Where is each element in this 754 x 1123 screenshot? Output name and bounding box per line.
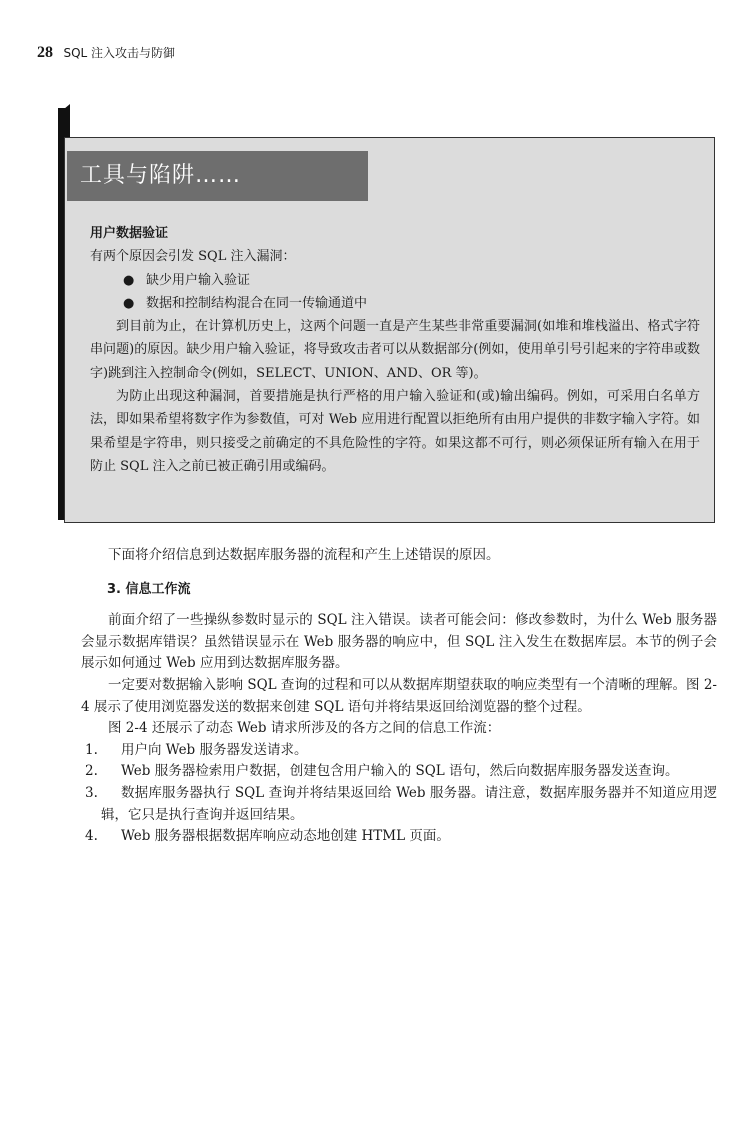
list-item: 2. Web 服务器检索用户数据，创建包含用户输入的 SQL 语句，然后向数据库服务器发送查询。: [85, 763, 679, 780]
box-heading: 用户数据验证: [90, 226, 169, 241]
main-intro: 下面将介绍信息到达数据库服务器的流程和产生上述错误的原因。: [108, 547, 500, 563]
bullet-icon: ●: [123, 295, 135, 311]
box-paragraph-2: 为防止出现这种漏洞，首要措施是执行严格的用户输入验证和(或)输出编码。例如，可采用白名单方法，即如果希望将数字作为参数值，可对 Web 应用进行配置以拒绝所有由用户提供的非数字输入字符。如果希望是字符串，则只接受之前确定的不具危险性的字符。如果这都不可行，则必须保证所有输入在用于防止 SQL 注入之前已被正确引用或编码。: [90, 389, 700, 474]
page-number: 28: [37, 44, 53, 61]
main-text: [81, 545, 717, 848]
bullet-icon: ●: [123, 272, 135, 288]
main-paragraph-3: 图 2-4 还展示了动态 Web 请求所涉及的各方之间的信息工作流：: [108, 720, 501, 737]
list-item: 3. 数据库服务器执行 SQL 查询并将结果返回给 Web 服务器。请注意，数据库服务器并不知道应用逻辑，它只是执行查询并返回结果。: [85, 784, 717, 823]
box-content: [90, 222, 700, 478]
section-title: 3. 信息工作流: [107, 581, 191, 597]
box-bullet-1: ● 缺少用户输入验证: [90, 269, 700, 292]
main-paragraph-2: 一定要对数据输入影响 SQL 查询的过程和可以从数据库期望获取的响应类型有一个清晰的理解。图 2-4 展示了使用浏览器发送的数据来创建 SQL 语句并将结果返回给浏览器的整个过程。: [81, 676, 717, 715]
main-paragraph-1: 前面介绍了一些操纵参数时显示的 SQL 注入错误。读者可能会问：修改参数时，为什么 Web 服务器会显示数据库错误？虽然错误显示在 Web 服务器的响应中，但 SQL 注入发生在数据库层。本节的例子会展示如何通过 Web 应用到达数据库服务器。: [81, 612, 717, 672]
list-item: 1. 用户向 Web 服务器发送请求。: [85, 741, 308, 758]
box-banner: 工具与陷阱……: [67, 151, 368, 201]
list-item: 4. Web 服务器根据数据库响应动态地创建 HTML 页面。: [85, 828, 450, 845]
running-title: SQL 注入攻击与防御: [63, 46, 176, 60]
page-header: [37, 44, 175, 62]
box-bullet-2: ● 数据和控制结构混合在同一传输通道中: [90, 292, 700, 315]
box-intro: 有两个原因会引发 SQL 注入漏洞：: [90, 249, 296, 265]
box-paragraph-1: 到目前为止，在计算机历史上，这两个问题一直是产生某些非常重要漏洞(如堆和堆栈溢出、格式字符串问题)的原因。缺少用户输入验证，将导致攻击者可以从数据部分(例如，使用单引号引起来的字符串或数字)跳到注入控制命令(例如，SELECT、UNION、AND、OR 等)。: [90, 319, 700, 381]
